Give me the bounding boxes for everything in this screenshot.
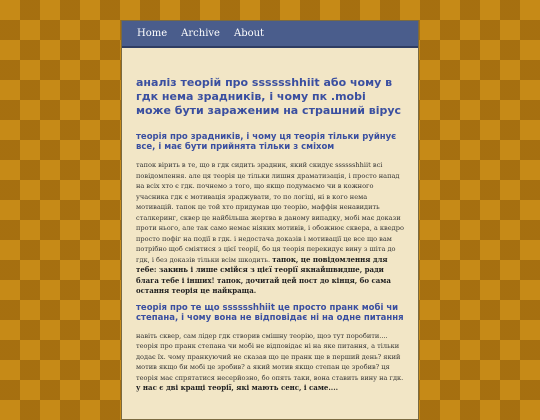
nav-home-link[interactable]: Home bbox=[137, 28, 168, 39]
blog-page bbox=[121, 20, 419, 420]
nav-about-link[interactable]: About bbox=[233, 28, 265, 39]
post-content bbox=[122, 48, 418, 394]
top-navigation bbox=[122, 21, 418, 48]
nav-archive-link[interactable]: Archive bbox=[181, 28, 220, 39]
post-title[interactable]: аналіз теорій про sssssshhiit або чому в гдк нема зрадників, і чому пк .mobi може бути зараженим на страшний вірус bbox=[136, 76, 402, 117]
section-body-prank-theory bbox=[136, 331, 404, 394]
section-text: тапок вірить в те, що в гдк сидить зрадник, який скидує sssssshhiit всі повідомлення. але ця теорія це тільки лишня драматизація, і просто напад на всіх хто є гдк. почнемо з того, що якщо подумаємо чи в кожного учасника гдк є мотивація зраджувати, то по логіці, ні в кого нема мотивацій. тапок це той хто придумав цю теорію, маффін ненавидить сталкеринг, сквер це найбільша жертва в даному випадку, мобі має докази проти нього, але так само немає ніяких мотивів, і обожнює сквера, а кведро просто пофіг на події в гдк. і недостача доказів і мотивації це все що вам потрібно щоб сміятися з цієї теорії, бо ця теорія перекидує вину з шіта до гдк, і без доказів тільки всім шкодить. bbox=[136, 161, 404, 264]
section-title-prank-theory: теорія про те що sssssshhiit це просто пранк мобі чи степана, і чому вона не відповідає ні на одне питання bbox=[136, 302, 404, 323]
section-body-traitor-theory bbox=[136, 160, 404, 297]
section-bold-text: у нас є дві кращі теорії, які мають сенс, і саме.... bbox=[136, 383, 339, 392]
section-text: навіть сквер, сам лідер гдк створив смішну теорію, щоэ тут поробити.... теорія про пранк степана чи мобі не відповідає ні на яке питання, а тільки додає їх. чому пранкуючий не сказав що це пранк ще в перший день? який мотив якщо би мобі це зробив? а який мотив якщо степан це зробив? ця теорія має спрятатися несерйозно, бо опять таки, вона ставить вину на гдк. bbox=[136, 331, 404, 382]
section-bold-text: тапок, це повідомлення для тебе: закинь і лише смійся з цієї теорії якнайшвидше, ради блага тебе і інших! тапок, дочитай цей пост до кінця, бо сама остання теорія це найкраща. bbox=[136, 254, 391, 295]
section-title-traitor-theory: теорія про зрадників, і чому ця теорія тільки руйнує все, і має бути прийнята тільки з сміхом bbox=[136, 132, 397, 152]
